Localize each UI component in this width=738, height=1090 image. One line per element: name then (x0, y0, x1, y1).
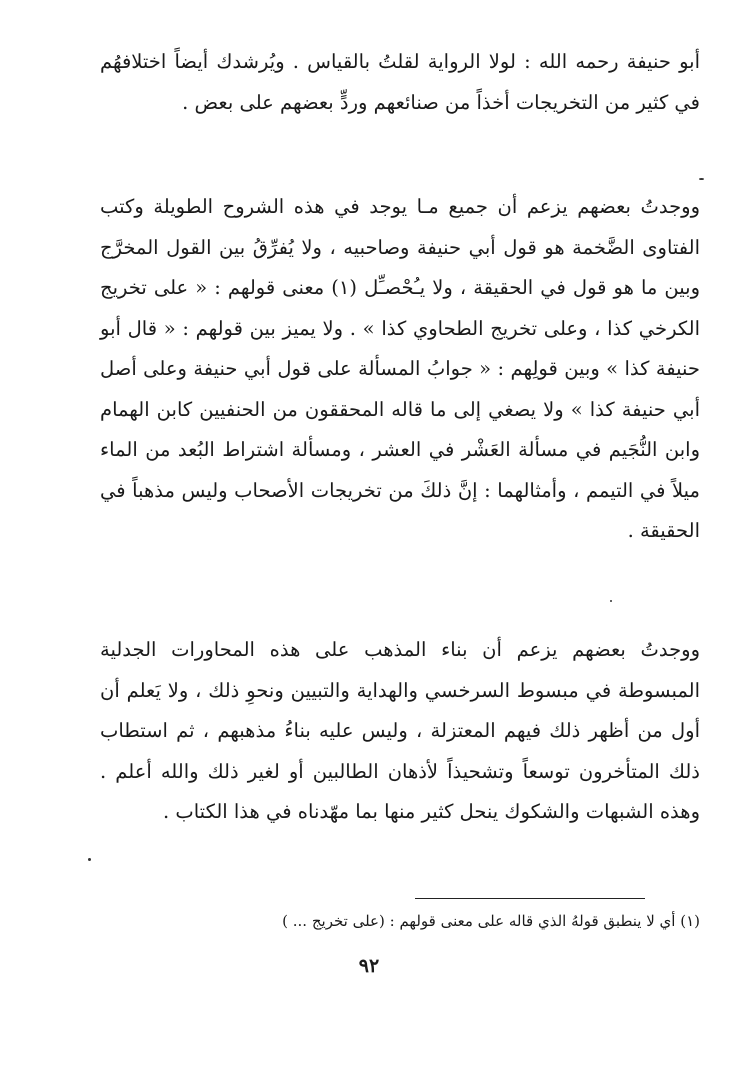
footnote-separator (415, 898, 645, 899)
scan-speck (699, 178, 704, 180)
paragraph-1: أبو حنيفة رحمه الله : لولا الرواية لقلتُ بالقياس . ويُرشدك أيضاً اختلافهُم في كثير من التخريجات أخذاً من صنائعهم وردٍّ بعضهم على بعض . (100, 50, 700, 114)
paragraph-3: ووجدتُ بعضهم يزعم أن بناء المذهب على هذه المحاورات الجدلية المبسوطة في مبسوط السرخسي والهداية والتبيين ونحوِ ذلك ، ولا يَعلم أن أول من أظهر ذلك فيهم المعتزلة ، وليس عليه بناءُ مذهبهم ، ثم استطاب ذلك المتأخرون توسعاً وتشحيذاً لأذهان الطالبين أو لغير ذلك والله أعلم . وهذه الشبهات والشكوك ينحل كثير منها بما مهّدناه في هذا الكتاب . (100, 638, 700, 823)
footnote: (١) أي لا ينطبق قولهُ الذي قاله على معنى قولهم : (على تخريج ... ) (282, 912, 700, 930)
scan-speck (88, 858, 91, 861)
paragraph-2: ووجدتُ بعضهم يزعم أن جميع مـا يوجد في هذه الشروح الطويلة وكتب الفتاوى الضَّخمة هو قول أبي حنيفة وصاحبيه ، ولا يُفرِّقُ بين القول المخرَّج وبين ما هو قول في الحقيقة ، ولا يـُحْصـِّل (١) معنى قولهم : « على تخريج الكرخي كذا ، وعلى تخريج الطحاوي كذا » . ولا يميز بين قولهم : « قال أبو حنيفة كذا » وبين قولِهم : « جوابُ المسألة على قول أبي حنيفة وعلى أصل أبي حنيفة كذا » ولا يصغي إلى ما قاله المحققون من الحنفيين كابن الهمام وابن النُّجَيم في مسألة العَشْر في العشر ، ومسألة اشتراط البُعد من الماء ميلاً في التيمم ، وأمثالهما : إنَّ ذلكَ من تخريجات الأصحاب وليس مذهباً في الحقيقة . (100, 195, 700, 542)
page-number: ٩٢ (358, 955, 380, 977)
scan-speck (610, 600, 612, 602)
